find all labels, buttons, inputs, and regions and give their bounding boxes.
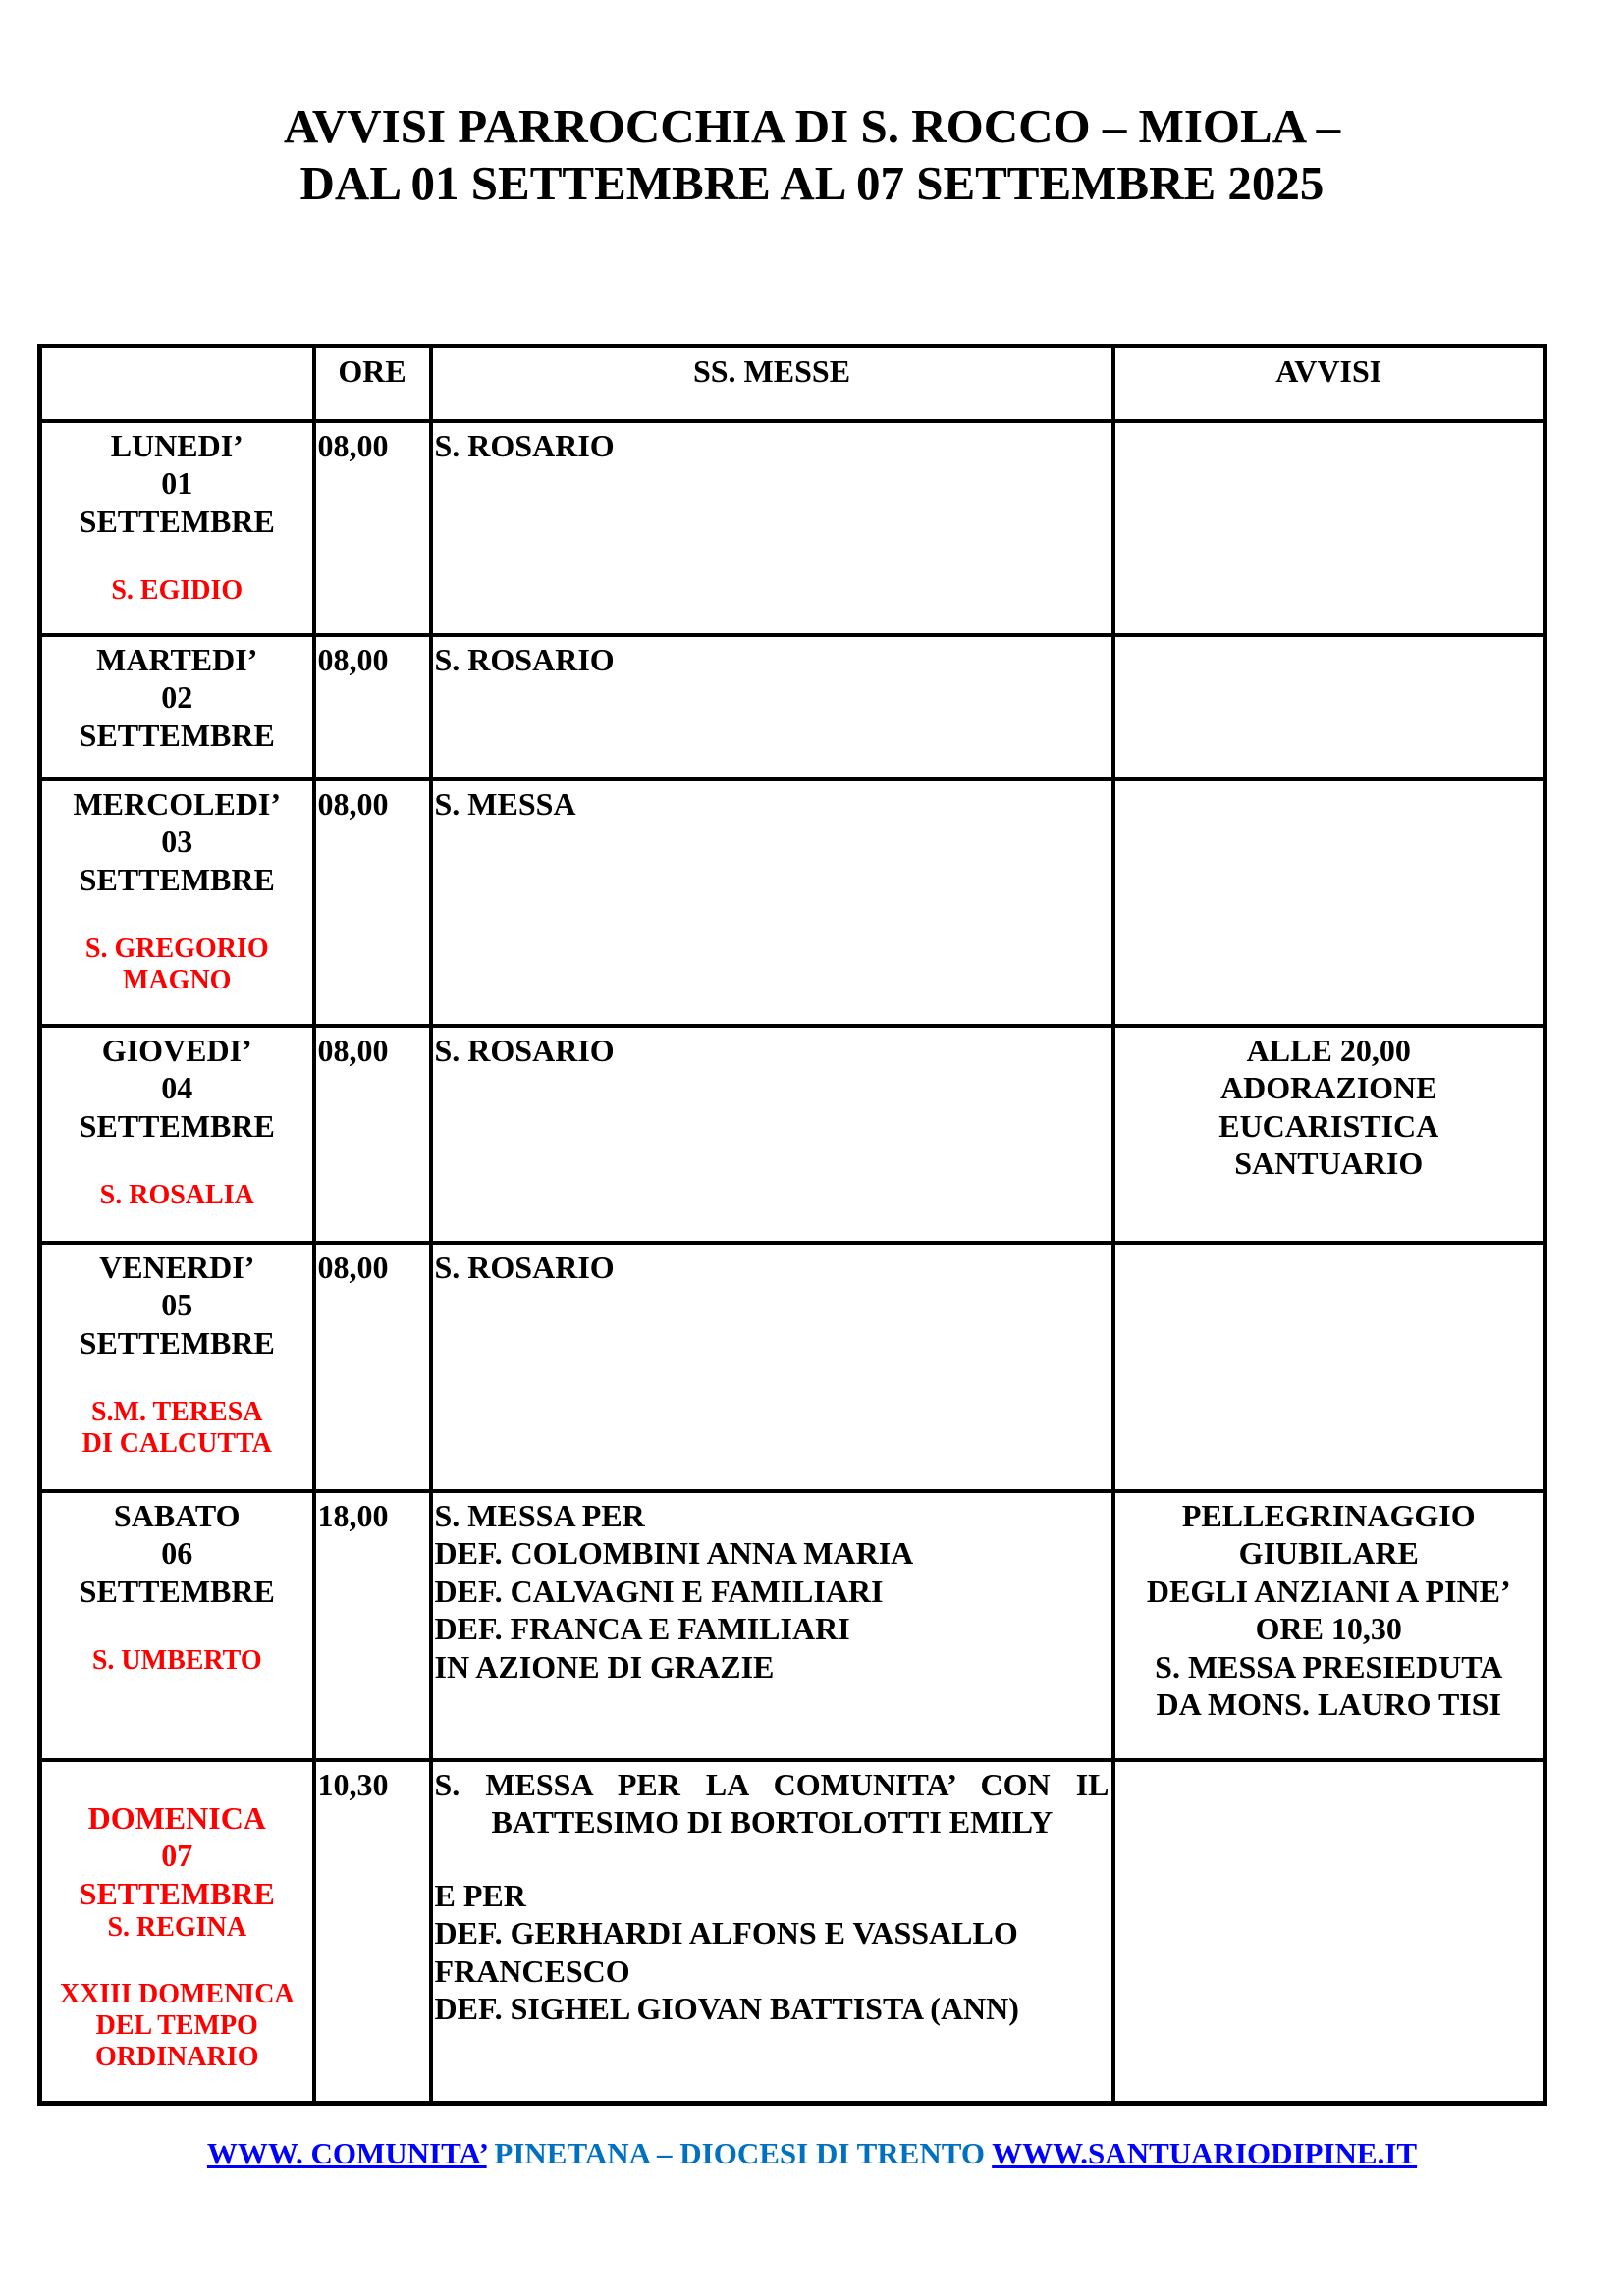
avvisi-cell <box>1113 1760 1545 2104</box>
liturgical-day: XXIII DOMENICA <box>59 1979 295 2009</box>
table-row <box>40 421 1545 635</box>
day-month: SETTEMBRE <box>79 503 275 539</box>
day-number: 06 <box>161 1535 193 1571</box>
day-number: 04 <box>161 1070 193 1105</box>
messe-line: DEF. FRANCA E FAMILIARI <box>434 1611 850 1646</box>
day-month: SETTEMBRE <box>79 1573 275 1609</box>
spacer <box>44 898 310 934</box>
table-row <box>40 1243 1545 1491</box>
day-cell <box>40 1243 314 1491</box>
saint-name: S. EGIDIO <box>111 575 244 606</box>
spacer <box>44 1145 310 1180</box>
avvisi-line: DA MONS. LAURO TISI <box>1156 1686 1501 1722</box>
day-cell <box>40 1491 314 1760</box>
schedule-table <box>37 344 1547 2106</box>
time-cell: 08,00 <box>314 1243 431 1491</box>
messe-line: FRANCESCO <box>434 1952 630 1989</box>
saint-name: S. REGINA <box>107 1912 247 1943</box>
avvisi-line: PELLEGRINAGGIO <box>1181 1497 1476 1533</box>
messe-line: BATTESIMO DI BORTOLOTTI EMILY <box>491 1804 1054 1840</box>
footer <box>0 2136 1624 2171</box>
day-month: SETTEMBRE <box>79 1107 275 1144</box>
day-cell <box>40 421 314 635</box>
messe-line: S. MESSA PER LA COMUNITA’ CON IL <box>434 1766 1110 1802</box>
day-name: VENERDI’ <box>99 1249 255 1285</box>
saint-name: DI CALCUTTA <box>81 1428 272 1459</box>
avvisi-cell <box>1113 635 1545 779</box>
avvisi-cell <box>1113 1243 1545 1491</box>
day-number: 01 <box>161 465 193 501</box>
day-name: MERCOLEDI’ <box>73 785 282 822</box>
header-ore: ORE <box>314 347 431 421</box>
messe-line: S. ROSARIO <box>434 1249 615 1285</box>
liturgical-day: DEL TEMPO <box>95 2010 258 2041</box>
messe-cell <box>431 779 1113 1026</box>
messe-cell <box>431 1760 1113 2104</box>
saint-name: S. ROSALIA <box>99 1180 254 1210</box>
messe-line: DEF. GERHARDI ALFONS E VASSALLO <box>434 1915 1018 1950</box>
table-row <box>40 1026 1545 1243</box>
messe-cell <box>431 1243 1113 1491</box>
table-row <box>40 779 1545 1026</box>
avvisi-line: DEGLI ANZIANI A PINE’ <box>1146 1573 1511 1609</box>
messe-line: S. MESSA <box>434 785 576 822</box>
messe-line: DEF. CALVAGNI E FAMILIARI <box>434 1573 884 1609</box>
avvisi-line: ORE 10,30 <box>1255 1611 1402 1646</box>
time-cell: 10,30 <box>314 1760 431 2104</box>
avvisi-cell <box>1113 1491 1545 1760</box>
header-avvisi: AVVISI <box>1113 347 1545 421</box>
day-cell <box>40 1760 314 2104</box>
spacer <box>44 1944 310 1979</box>
avvisi-line: ALLE 20,00 <box>1246 1032 1411 1068</box>
avvisi-cell <box>1113 779 1545 1026</box>
avvisi-line: GIUBILARE <box>1238 1535 1419 1571</box>
avvisi-line: S. MESSA PRESIEDUTA <box>1155 1648 1503 1684</box>
messe-line: S. ROSARIO <box>434 427 615 463</box>
spacer <box>44 1362 310 1397</box>
spacer <box>44 1610 310 1645</box>
avvisi-cell <box>1113 1026 1545 1243</box>
title-line-2: DAL 01 SETTEMBRE AL 07 SETTEMBRE 2025 <box>299 156 1325 210</box>
day-name: MARTEDI’ <box>96 641 258 677</box>
time-cell: 08,00 <box>314 1026 431 1243</box>
day-name: LUNEDI’ <box>110 427 244 463</box>
saint-name: S.M. TERESA <box>90 1397 263 1427</box>
day-number: 07 <box>161 1838 193 1873</box>
day-cell <box>40 1026 314 1243</box>
messe-line: DEF. COLOMBINI ANNA MARIA <box>434 1535 914 1571</box>
page-title <box>0 98 1624 212</box>
saint-name: S. UMBERTO <box>91 1645 262 1676</box>
table-row <box>40 1491 1545 1760</box>
messe-line: S. MESSA PER <box>434 1497 645 1533</box>
messe-cell <box>431 421 1113 635</box>
day-name: GIOVEDI’ <box>101 1032 252 1068</box>
avvisi-cell <box>1113 421 1545 635</box>
day-cell <box>40 779 314 1026</box>
spacer <box>435 1842 1110 1877</box>
title-line-1: AVVISI PARROCCHIA DI S. ROCCO – MIOLA – <box>283 99 1341 153</box>
messe-line: IN AZIONE DI GRAZIE <box>434 1648 775 1684</box>
saint-name: MAGNO <box>123 965 232 995</box>
messe-line: E PER <box>434 1877 526 1913</box>
day-name: SABATO <box>113 1497 241 1533</box>
day-month: SETTEMBRE <box>79 861 275 897</box>
avvisi-line: ADORAZIONE <box>1220 1070 1437 1105</box>
spacer <box>44 540 310 575</box>
day-month: SETTEMBRE <box>79 1324 275 1361</box>
day-month: SETTEMBRE <box>79 717 275 753</box>
time-cell: 08,00 <box>314 421 431 635</box>
time-cell: 08,00 <box>314 635 431 779</box>
link-santuario[interactable]: WWW.SANTUARIODIPINE.IT <box>992 2136 1418 2170</box>
header-day <box>40 347 314 421</box>
time-cell: 18,00 <box>314 1491 431 1760</box>
messe-cell <box>431 1026 1113 1243</box>
messe-line: S. ROSARIO <box>434 1032 615 1068</box>
time-cell: 08,00 <box>314 779 431 1026</box>
liturgical-day: ORDINARIO <box>95 2042 259 2072</box>
saint-name: S. GREGORIO <box>84 934 269 964</box>
messe-line: DEF. SIGHEL GIOVAN BATTISTA (ANN) <box>434 1991 1019 2026</box>
header-row <box>40 347 1545 421</box>
table-row-sunday <box>40 1760 1545 2104</box>
avvisi-line: SANTUARIO <box>1234 1146 1424 1181</box>
day-number: 05 <box>161 1287 193 1322</box>
day-month: SETTEMBRE <box>79 1875 275 1911</box>
day-number: 03 <box>161 824 193 859</box>
table-row <box>40 635 1545 779</box>
messe-cell <box>431 1491 1113 1760</box>
messe-cell <box>431 635 1113 779</box>
day-cell <box>40 635 314 779</box>
day-number: 02 <box>161 679 193 715</box>
avvisi-line: EUCARISTICA <box>1218 1107 1439 1144</box>
messe-line: S. ROSARIO <box>434 641 615 677</box>
link-comunita-pinetana[interactable]: WWW. COMUNITA’ <box>206 2136 487 2170</box>
header-messe: SS. MESSE <box>431 347 1113 421</box>
footer-diocese: PINETANA – DIOCESI DI TRENTO <box>486 2136 993 2170</box>
day-name: DOMENICA <box>87 1799 266 1836</box>
